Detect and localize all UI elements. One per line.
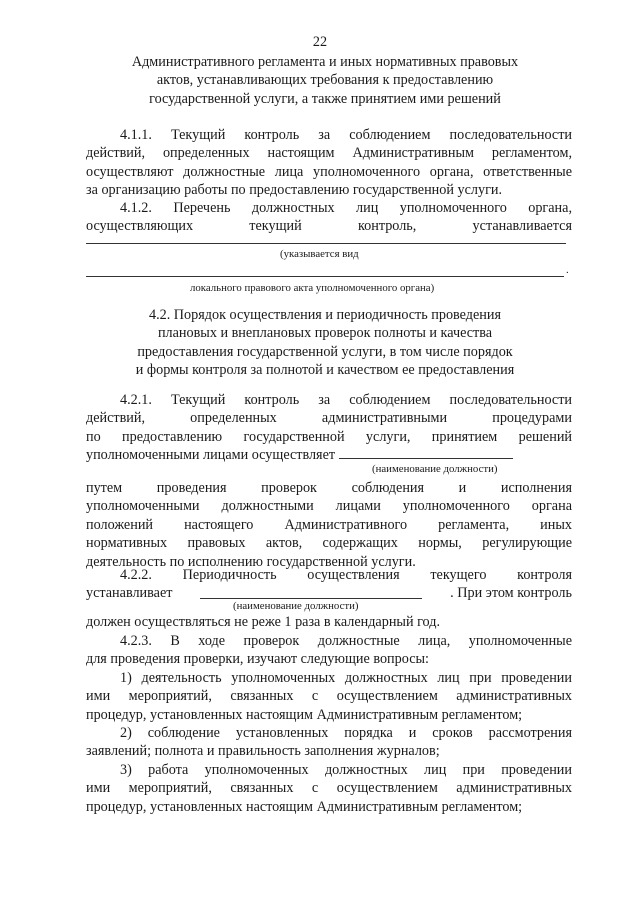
paragraph-line: 4.1.2. Перечень должностных лиц уполномоченного органа, xyxy=(120,200,572,216)
paragraph-4-2-3 xyxy=(86,632,572,669)
list-item-3 xyxy=(86,761,572,816)
paragraph-line: процедур, установленных настоящим Административным регламентом; xyxy=(86,706,523,723)
paragraph-4-2-2 xyxy=(86,566,572,603)
paragraph-line: должен осуществляться не реже 1 раза в календарный год. xyxy=(86,614,441,630)
page-number: 22 xyxy=(312,34,328,50)
paragraph-line: действий, определенных настоящим Административным регламентом, xyxy=(86,145,572,162)
paragraph-line: 2) соблюдение установленных порядка и сроков рассмотрения xyxy=(120,725,572,741)
paragraph-line: 1) деятельность уполномоченных должностных лиц при проведении xyxy=(120,670,572,686)
paragraph-line: 4.1.1. Текущий контроль за соблюдением последовательности xyxy=(120,127,572,143)
paragraph-line: уполномоченными должностными лицами уполномоченного органа xyxy=(86,498,572,515)
paragraph-4-2-1-continued xyxy=(86,479,572,571)
paragraph-4-2-1 xyxy=(86,391,572,465)
paragraph-line: ими мероприятий, связанных с осуществлением административных xyxy=(86,688,572,705)
paragraph-text: устанавливает xyxy=(86,585,173,602)
paragraph-line: действий, определенных административными процедурами xyxy=(86,410,572,427)
list-item-2 xyxy=(86,724,572,761)
paragraph-line: 4.2.3. В ходе проверок должностные лица, уполномоченные xyxy=(120,633,572,649)
paragraph-line: заявлений; полнота и правильность заполнения журналов; xyxy=(86,743,440,760)
period-mark: . xyxy=(566,264,569,276)
paragraph-line: осуществляют должностные лица уполномоченного органа, ответственные xyxy=(86,163,572,180)
caption-position: (наименование должности) xyxy=(372,463,498,475)
caption-local-act: локального правового акта уполномоченного органа) xyxy=(190,282,435,294)
paragraph-line: ими мероприятий, связанных с осуществлением административных xyxy=(86,780,572,797)
heading-line: плановых и внеплановых проверок полноты и качества xyxy=(157,325,493,342)
paragraph-text: . При этом контроль xyxy=(450,585,572,602)
paragraph-text: уполномоченными лицами осуществляет xyxy=(86,447,336,464)
fill-in-line xyxy=(86,276,564,277)
paragraph-line: нормативных правовых актов, содержащих нормы, регулирующие xyxy=(86,535,572,552)
paragraph-line-with-blank xyxy=(86,446,572,464)
paragraph-4-1-2 xyxy=(86,199,572,236)
paragraph-line: процедур, установленных настоящим Административным регламентом; xyxy=(86,798,523,815)
heading-line: 4.2. Порядок осуществления и периодичность проведения xyxy=(148,307,502,323)
heading-line: и формы контроля за полнотой и качеством ее предоставления xyxy=(135,362,515,379)
fill-in-blank xyxy=(200,586,422,599)
heading-line: Административного регламента и иных нормативных правовых xyxy=(131,54,519,70)
section-heading-4-1-continued xyxy=(60,53,590,108)
paragraph-line: для проведения проверки, изучают следующие вопросы: xyxy=(86,651,429,668)
paragraph-line: 3) работа уполномоченных должностных лиц при проведении xyxy=(120,762,572,778)
heading-line: государственной услуги, а также принятием ими решений xyxy=(149,90,501,107)
caption-act-type: (указывается вид xyxy=(280,248,359,260)
paragraph-line: 4.2.1. Текущий контроль за соблюдением последовательности xyxy=(120,392,572,408)
section-heading-4-2 xyxy=(60,306,590,380)
caption-position: (наименование должности) xyxy=(233,600,359,612)
paragraph-line: 4.2.2. Периодичность осуществления текущего контроля xyxy=(120,567,572,583)
paragraph-line: деятельность по исполнению государственной услуги. xyxy=(86,553,416,570)
paragraph-line: положений настоящего Административного регламента, иных xyxy=(86,516,572,533)
paragraph-line: за организацию работы по предоставлению государственной услуги. xyxy=(86,182,503,199)
heading-line: актов, устанавливающих требования к предоставлению xyxy=(156,72,494,89)
fill-in-blank xyxy=(339,446,513,459)
fill-in-line xyxy=(86,243,566,244)
paragraph-line: осуществляющих текущий контроль, устанавливается xyxy=(86,218,572,235)
paragraph-line: по предоставлению государственной услуги, принятием решений xyxy=(86,428,572,445)
paragraph-4-2-2-end xyxy=(86,613,572,631)
paragraph-4-1-1 xyxy=(86,126,572,200)
heading-line: предоставления государственной услуги, в том числе порядок xyxy=(137,343,513,360)
list-item-1 xyxy=(86,669,572,724)
paragraph-line: путем проведения проверок соблюдения и исполнения xyxy=(86,480,572,496)
